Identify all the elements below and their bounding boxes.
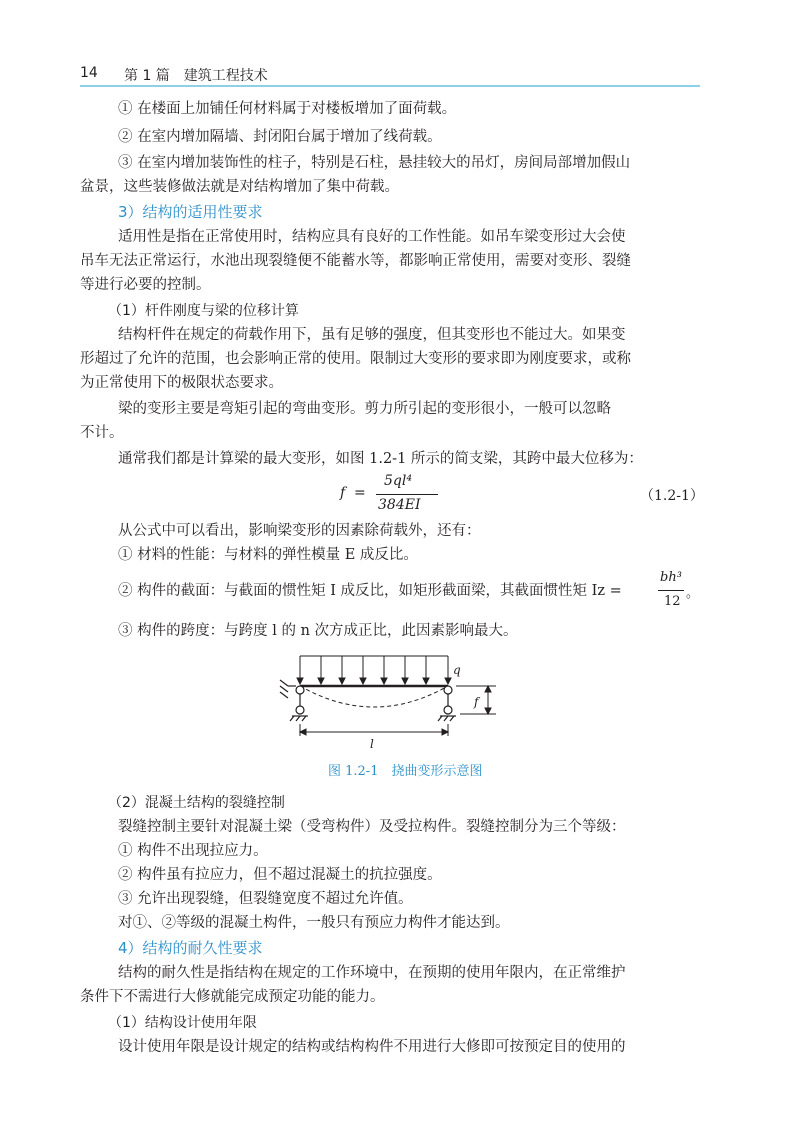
span-dimension: [300, 724, 448, 736]
text-line: ② 在室内增加隔墙、封闭阳台属于增加了线荷载。: [118, 129, 442, 145]
deflection-formula: [340, 473, 460, 517]
running-header: [80, 63, 700, 85]
figure-caption: 图 1.2-1 挠曲变形示意图: [328, 764, 483, 779]
beam-deflection-diagram: [270, 650, 510, 760]
label-f: f: [474, 695, 479, 709]
formula-numerator: 5ql⁴: [384, 473, 412, 489]
formula-lhs: f: [340, 485, 346, 501]
inertia-numerator: bh³: [660, 570, 682, 585]
text-line: 通常我们都是计算梁的最大变形，如图 1.2-1 所示的简支梁，其跨中最大位移为：: [118, 451, 643, 467]
formula-denominator: 384EI: [378, 497, 421, 513]
text-line: ① 构件不出现拉应力。: [118, 843, 268, 859]
inertia-denominator: 12: [664, 594, 681, 609]
label-l: l: [370, 737, 374, 751]
text-line: ① 在楼面上加铺任何材料属于对楼板增加了面荷载。: [118, 101, 457, 117]
text-line: 为正常使用下的极限状态要求。: [80, 375, 283, 391]
text-line: 裂缝控制主要针对混凝土梁（受弯构件）及受拉构件。裂缝控制分为三个等级：: [118, 819, 626, 835]
header-rule: [80, 85, 700, 87]
right-support: [438, 686, 456, 721]
page-number: 14: [80, 65, 98, 81]
fraction-bar: [376, 494, 438, 495]
text-line: 形超过了允许的范围，也会影响正常的使用。限制过大变形的要求即为刚度要求，或称: [80, 351, 631, 367]
text-line: ③ 在室内增加装饰性的柱子，特别是石柱，悬挂较大的吊灯，房间局部增加假山: [118, 155, 631, 171]
text-line: 对①、②等级的混凝土构件，一般只有预应力构件才能达到。: [118, 915, 510, 931]
text-line: 结构杆件在规定的荷载作用下，虽有足够的强度，但其变形也不能过大。如果变: [118, 327, 626, 343]
text-line: ③ 允许出现裂缝，但裂缝宽度不超过允许值。: [118, 891, 413, 907]
text-line: ② 构件虽有拉应力，但不超过混凝土的抗拉强度。: [118, 867, 442, 883]
text-line: 从公式中可以看出，影响梁变形的因素除荷载外，还有：: [118, 523, 481, 539]
text-line: ③ 构件的跨度：与跨度 l 的 n 次方成正比，此因素影响最大。: [118, 623, 518, 639]
text-line: ① 材料的性能：与材料的弹性模量 E 成反比。: [118, 547, 418, 563]
inertia-fraction-bar: [658, 590, 684, 591]
text-line: 不计。: [80, 425, 124, 441]
chapter-title: 第 1 篇 建筑工程技术: [124, 68, 268, 84]
label-q: q: [453, 663, 461, 677]
text-line: 条件下不需进行大修就能完成预定功能的能力。: [80, 989, 385, 1005]
section-heading-3: 3）结构的适用性要求: [118, 203, 263, 221]
section-heading-4: 4）结构的耐久性要求: [118, 939, 263, 957]
inertia-end-mark: 。: [686, 586, 700, 601]
equation-number: （1.2-1）: [640, 488, 704, 504]
distributed-load: [297, 656, 451, 684]
text-line: 结构的耐久性是指结构在规定的工作环境中，在预期的使用年限内，在正常维护: [118, 965, 626, 981]
subsection-heading-2: （2）混凝土结构的裂缝控制: [108, 795, 285, 811]
text-line: 盆景，这些装修做法就是对结构增加了集中荷载。: [80, 179, 399, 195]
text-line: 设计使用年限是设计规定的结构或结构构件不用进行大修即可按预定目的使用的: [118, 1039, 626, 1055]
deflected-curve: [300, 686, 448, 707]
text-line: ② 构件的截面：与截面的惯性矩 I 成反比，如矩形截面梁，其截面惯性矩 Iz =: [118, 583, 622, 599]
subsection-heading-1: （1）杆件刚度与梁的位移计算: [108, 303, 299, 319]
text-line: 等进行必要的控制。: [80, 277, 211, 293]
text-line: 吊车无法正常运行，水池出现裂缝便不能蓄水等，都影响正常使用，需要对变形、裂缝: [80, 253, 631, 269]
formula-equals: =: [354, 485, 366, 501]
subsection-heading-3: （1）结构设计使用年限: [108, 1015, 257, 1031]
text-line: 适用性是指在正常使用时，结构应具有良好的工作性能。如吊车梁变形过大会使: [118, 229, 626, 245]
text-line: 梁的变形主要是弯矩引起的弯曲变形。剪力所引起的变形很小，一般可以忽略: [118, 401, 611, 417]
